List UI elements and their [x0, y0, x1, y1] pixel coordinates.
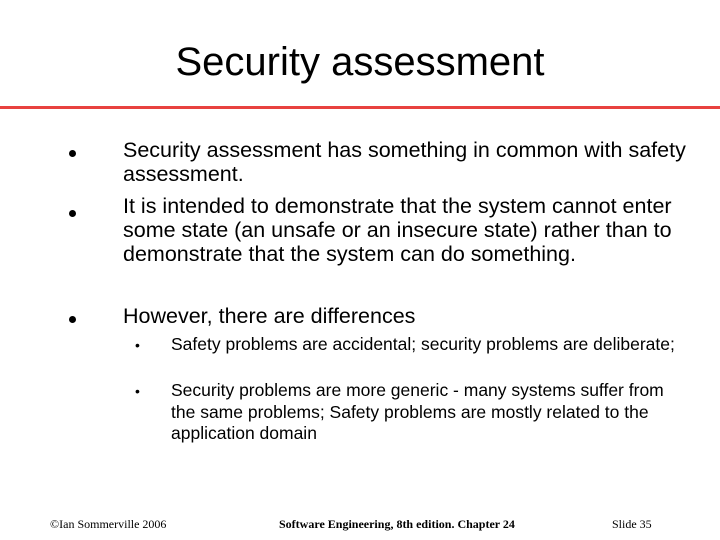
slide-title: Security assessment [175, 40, 545, 84]
footer-copyright: ©Ian Sommerville 2006 [50, 517, 167, 531]
sub-bullet-marker: • [135, 383, 140, 399]
bullet-marker [69, 150, 76, 157]
sub-bullet-text: Security problems are more generic - many systems suffer from the same problems; Safety problems are mostly related to the application domain [171, 380, 664, 443]
title-divider [0, 106, 720, 109]
bullet-text: Security assessment has something in common with safety assessment. [123, 138, 686, 186]
footer-slide-number: Slide 35 [612, 517, 652, 531]
bullet-text: It is intended to demonstrate that the system cannot enter some state (an unsafe or an insecure state) rather than to demonstrate that the system can do something. [123, 194, 672, 266]
bullet-marker [69, 316, 76, 323]
bullet-text: However, there are differences [123, 304, 416, 328]
footer-book-title: Software Engineering, 8th edition. Chapter 24 [279, 517, 515, 531]
sub-bullet-marker: • [135, 337, 140, 353]
sub-bullet-text: Safety problems are accidental; security problems are deliberate; [171, 334, 675, 354]
bullet-marker [69, 210, 76, 217]
